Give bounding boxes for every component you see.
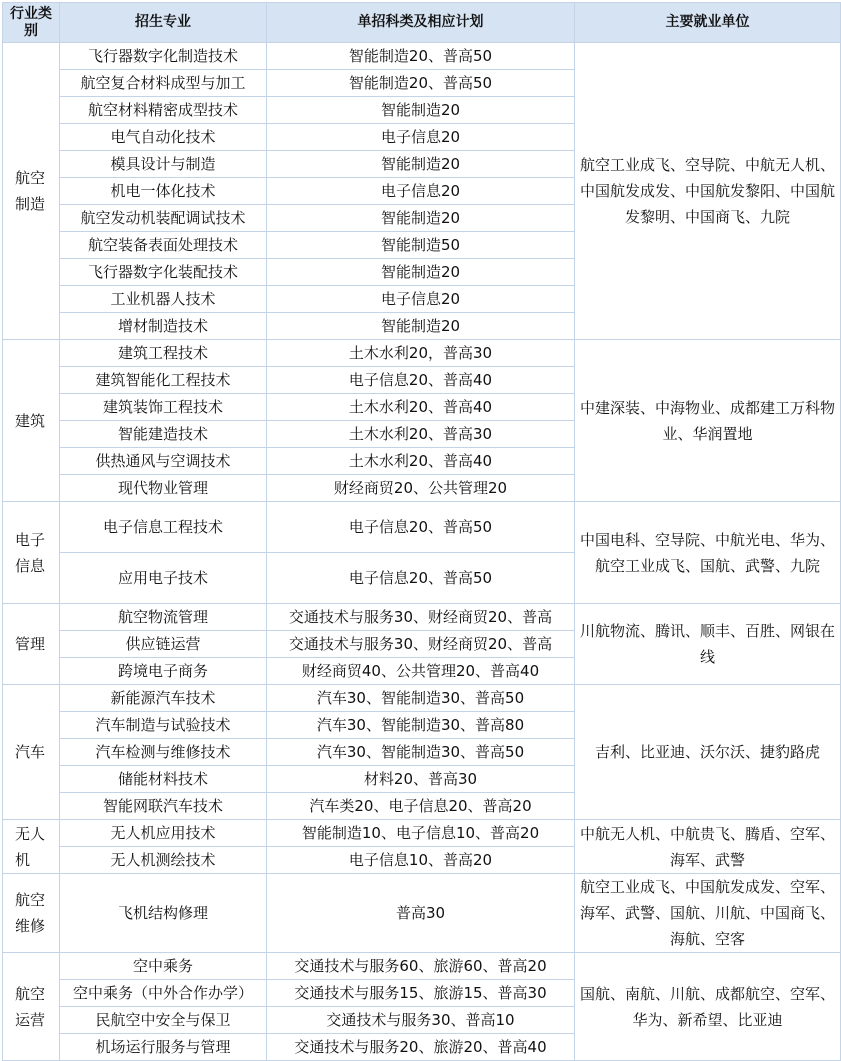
- plan-cell: 财经商贸20、公共管理20: [267, 475, 575, 502]
- header-major: 招生专业: [60, 3, 267, 43]
- plan-cell: 电子信息20: [267, 286, 575, 313]
- major-cell: 应用电子技术: [60, 553, 267, 604]
- major-cell: 智能网联汽车技术: [60, 793, 267, 820]
- major-cell: 汽车检测与维修技术: [60, 739, 267, 766]
- table-row: [3, 685, 841, 712]
- table-row: [3, 604, 841, 631]
- major-cell: 建筑智能化工程技术: [60, 367, 267, 394]
- major-cell: 增材制造技术: [60, 313, 267, 340]
- plan-cell: 智能制造20: [267, 313, 575, 340]
- plan-cell: 土木水利20、普高40: [267, 448, 575, 475]
- plan-cell: 交通技术与服务20、旅游20、普高40: [267, 1034, 575, 1061]
- header-employers: 主要就业单位: [575, 3, 841, 43]
- plan-cell: 电子信息20: [267, 124, 575, 151]
- plan-cell: 电子信息20、普高40: [267, 367, 575, 394]
- major-cell: 民航空中安全与保卫: [60, 1007, 267, 1034]
- major-cell: 机场运行服务与管理: [60, 1034, 267, 1061]
- plan-cell: 财经商贸40、公共管理20、普高40: [267, 658, 575, 685]
- plan-cell: 智能制造20: [267, 151, 575, 178]
- plan-cell: 汽车30、智能制造30、普高50: [267, 739, 575, 766]
- plan-cell: 电子信息20、普高50: [267, 502, 575, 553]
- employers-cell: 中航无人机、中航贵飞、腾盾、空军、海军、武警: [575, 820, 841, 874]
- major-cell: 空中乘务（中外合作办学）: [60, 980, 267, 1007]
- admissions-table: [2, 2, 841, 1061]
- category-cell: 航空维修: [3, 874, 60, 953]
- plan-cell: 电子信息20: [267, 178, 575, 205]
- employers-cell: 川航物流、腾讯、顺丰、百胜、网银在线: [575, 604, 841, 685]
- plan-cell: 土木水利20，普高30: [267, 340, 575, 367]
- major-cell: 航空物流管理: [60, 604, 267, 631]
- major-cell: 机电一体化技术: [60, 178, 267, 205]
- plan-cell: 电子信息20、普高50: [267, 553, 575, 604]
- major-cell: 智能建造技术: [60, 421, 267, 448]
- major-cell: 电子信息工程技术: [60, 502, 267, 553]
- category-cell: 管理: [3, 604, 60, 685]
- header-plan: 单招科类及相应计划: [267, 3, 575, 43]
- table-row: [3, 43, 841, 70]
- table-row: [3, 953, 841, 980]
- table-body: [3, 43, 841, 1061]
- major-cell: 无人机应用技术: [60, 820, 267, 847]
- major-cell: 建筑工程技术: [60, 340, 267, 367]
- header-row: [3, 3, 841, 43]
- table-row: [3, 340, 841, 367]
- plan-cell: 智能制造50: [267, 232, 575, 259]
- plan-cell: 材料20、普高30: [267, 766, 575, 793]
- plan-cell: 智能制造20、普高50: [267, 43, 575, 70]
- major-cell: 航空装备表面处理技术: [60, 232, 267, 259]
- plan-cell: 普高30: [267, 874, 575, 953]
- employers-cell: 航空工业成飞、空导院、中航无人机、中国航发成发、中国航发黎阳、中国航发黎明、中国商飞、九院: [575, 43, 841, 340]
- major-cell: 航空复合材料成型与加工: [60, 70, 267, 97]
- plan-cell: 交通技术与服务30、财经商贸20、普高: [267, 604, 575, 631]
- employers-cell: 中建深装、中海物业、成都建工万科物业、华润置地: [575, 340, 841, 502]
- major-cell: 建筑装饰工程技术: [60, 394, 267, 421]
- major-cell: 模具设计与制造: [60, 151, 267, 178]
- major-cell: 汽车制造与试验技术: [60, 712, 267, 739]
- major-cell: 飞行器数字化制造技术: [60, 43, 267, 70]
- category-cell: 无人机: [3, 820, 60, 874]
- employers-cell: 航空工业成飞、中国航发成发、空军、海军、武警、国航、川航、中国商飞、海航、空客: [575, 874, 841, 953]
- category-cell: 航空运营: [3, 953, 60, 1061]
- major-cell: 新能源汽车技术: [60, 685, 267, 712]
- employers-cell: 吉利、比亚迪、沃尔沃、捷豹路虎: [575, 685, 841, 820]
- plan-cell: 智能制造20: [267, 259, 575, 286]
- plan-cell: 交通技术与服务30、财经商贸20、普高: [267, 631, 575, 658]
- plan-cell: 智能制造10、电子信息10、普高20: [267, 820, 575, 847]
- major-cell: 航空发动机装配调试技术: [60, 205, 267, 232]
- major-cell: 供应链运营: [60, 631, 267, 658]
- plan-cell: 智能制造20: [267, 97, 575, 124]
- plan-cell: 汽车30、智能制造30、普高50: [267, 685, 575, 712]
- plan-cell: 汽车类20、电子信息20、普高20: [267, 793, 575, 820]
- plan-cell: 智能制造20: [267, 205, 575, 232]
- table-row: [3, 820, 841, 847]
- plan-cell: 土木水利20、普高40: [267, 394, 575, 421]
- plan-cell: 智能制造20、普高50: [267, 70, 575, 97]
- table-row: [3, 874, 841, 953]
- plan-cell: 电子信息10、普高20: [267, 847, 575, 874]
- major-cell: 无人机测绘技术: [60, 847, 267, 874]
- category-cell: 电子信息: [3, 502, 60, 604]
- major-cell: 飞行器数字化装配技术: [60, 259, 267, 286]
- major-cell: 跨境电子商务: [60, 658, 267, 685]
- plan-cell: 交通技术与服务15、旅游15、普高30: [267, 980, 575, 1007]
- employers-cell: 国航、南航、川航、成都航空、空军、华为、新希望、比亚迪: [575, 953, 841, 1061]
- employers-cell: 中国电科、空导院、中航光电、华为、航空工业成飞、国航、武警、九院: [575, 502, 841, 604]
- plan-cell: 土木水利20、普高30: [267, 421, 575, 448]
- category-cell: 航空制造: [3, 43, 60, 340]
- major-cell: 供热通风与空调技术: [60, 448, 267, 475]
- plan-cell: 交通技术与服务60、旅游60、普高20: [267, 953, 575, 980]
- major-cell: 储能材料技术: [60, 766, 267, 793]
- major-cell: 飞机结构修理: [60, 874, 267, 953]
- category-cell: 建筑: [3, 340, 60, 502]
- table-row: [3, 502, 841, 553]
- major-cell: 航空材料精密成型技术: [60, 97, 267, 124]
- category-cell: 汽车: [3, 685, 60, 820]
- plan-cell: 交通技术与服务30、普高10: [267, 1007, 575, 1034]
- major-cell: 现代物业管理: [60, 475, 267, 502]
- plan-cell: 汽车30、智能制造30、普高80: [267, 712, 575, 739]
- header-category: 行业类别: [3, 3, 60, 43]
- major-cell: 空中乘务: [60, 953, 267, 980]
- major-cell: 电气自动化技术: [60, 124, 267, 151]
- major-cell: 工业机器人技术: [60, 286, 267, 313]
